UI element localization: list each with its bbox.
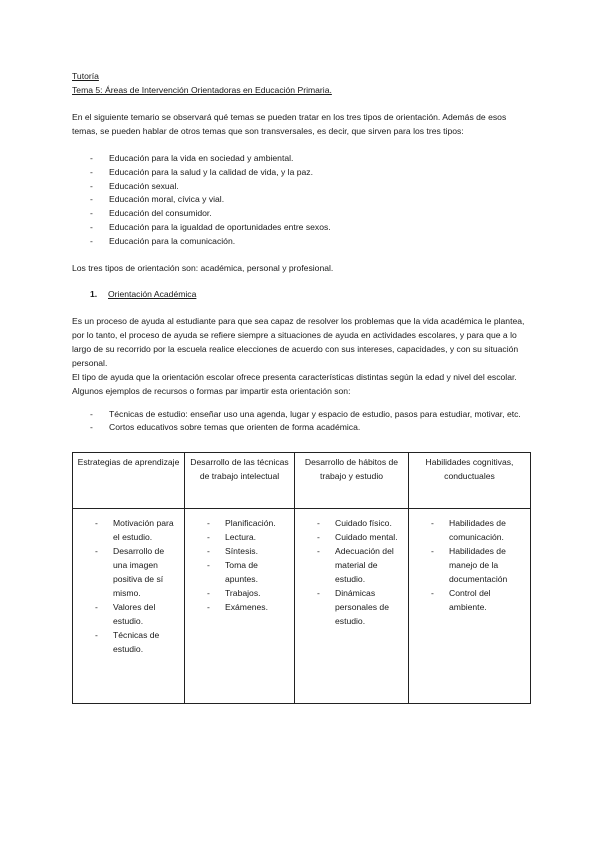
cell-item: - Cuidado físico. [299,517,404,531]
cell-item: - Adecuación del material de estudio. [299,545,404,587]
cell-item: - Trabajos. [189,587,290,601]
cell-item: - Habilidades de manejo de la documentación [413,545,526,587]
table-cell [73,509,185,704]
document-heading [72,70,530,98]
list-item: - Técnicas de estudio: enseñar uso una agenda, lugar y espacio de estudio, pasos para estudiar, motivar, etc. [72,408,530,422]
section-number: 1. [90,289,98,300]
list-item: - Educación moral, cívica y vial. [72,193,530,207]
table-header-row [73,453,531,509]
course-title: Tutoría [72,71,99,81]
cell-item: - Motivación para el estudio. [77,517,180,545]
cell-item: - Exámenes. [189,601,290,615]
cell-item: - Síntesis. [189,545,290,559]
table-header-cell: Estrategias de aprendizaje [73,453,185,509]
orientation-table [72,452,531,704]
cell-item: - Lectura. [189,531,290,545]
table-cell [185,509,295,704]
list-item: - Educación del consumidor. [72,207,530,221]
list-item: - Educación para la igualdad de oportunidades entre sexos. [72,221,530,235]
cell-item: - Control del ambiente. [413,587,526,615]
cell-item: - Planificación. [189,517,290,531]
list-item: - Educación sexual. [72,180,530,194]
body-paragraph: Es un proceso de ayuda al estudiante para que sea capaz de resolver los problemas que la vida académica le plantea, por lo tanto, el proceso de ayuda se refiere siempre a situaciones de ayuda en actividades escolares, y para que a lo largo de su recorrido por la escuela realice elecciones de acuerdo con sus intereses, capacidades, y con su situación personal. [72,315,525,368]
list-item: - Educación para la salud y la calidad de vida, y la paz. [72,166,530,180]
table-header-cell: Desarrollo de hábitos de trabajo y estudio [295,453,409,509]
section-body [72,315,530,399]
table-cell [409,509,531,704]
table-header-cell: Habilidades cognitivas, conductuales [409,453,531,509]
table-row [73,509,531,704]
table-cell [295,509,409,704]
cell-item: - Cuidado mental. [299,531,404,545]
list-item: - Educación para la comunicación. [72,235,530,249]
section-title: Orientación Académica [108,289,197,300]
cell-item: - Desarrollo de una imagen positiva de sí mismo. [77,545,180,601]
list-item: - Educación para la vida en sociedad y ambiental. [72,152,530,166]
cell-item: - Habilidades de comunicación. [413,517,526,545]
document-page [72,70,530,704]
cell-item: - Valores del estudio. [77,601,180,629]
table-header-cell: Desarrollo de las técnicas de trabajo intelectual [185,453,295,509]
cell-item: - Técnicas de estudio. [77,629,180,657]
list-item: - Cortos educativos sobre temas que orienten de forma académica. [72,421,530,435]
section-heading [72,288,530,302]
cell-item: - Toma de apuntes. [189,559,290,587]
cell-item: - Dinámicas personales de estudio. [299,587,404,629]
transversal-topics-list [72,152,530,249]
body-paragraph: El tipo de ayuda que la orientación escolar ofrece presenta características distintas según la edad y nivel del escolar. Algunos ejemplos de recursos o formas par impartir esta orientación son: [72,371,517,396]
types-sentence: Los tres tipos de orientación son: académica, personal y profesional. [72,263,334,274]
intro-paragraph: En el siguiente temario se observará qué temas se pueden tratar en los tres tipos de orientación. Además de esos temas, se pueden hablar de otros temas que son transversales, es decir, que sirven para los tres tipos: [72,111,507,136]
resources-list [72,408,530,436]
topic-title: Tema 5: Áreas de Intervención Orientadoras en Educación Primaria. [72,84,332,95]
